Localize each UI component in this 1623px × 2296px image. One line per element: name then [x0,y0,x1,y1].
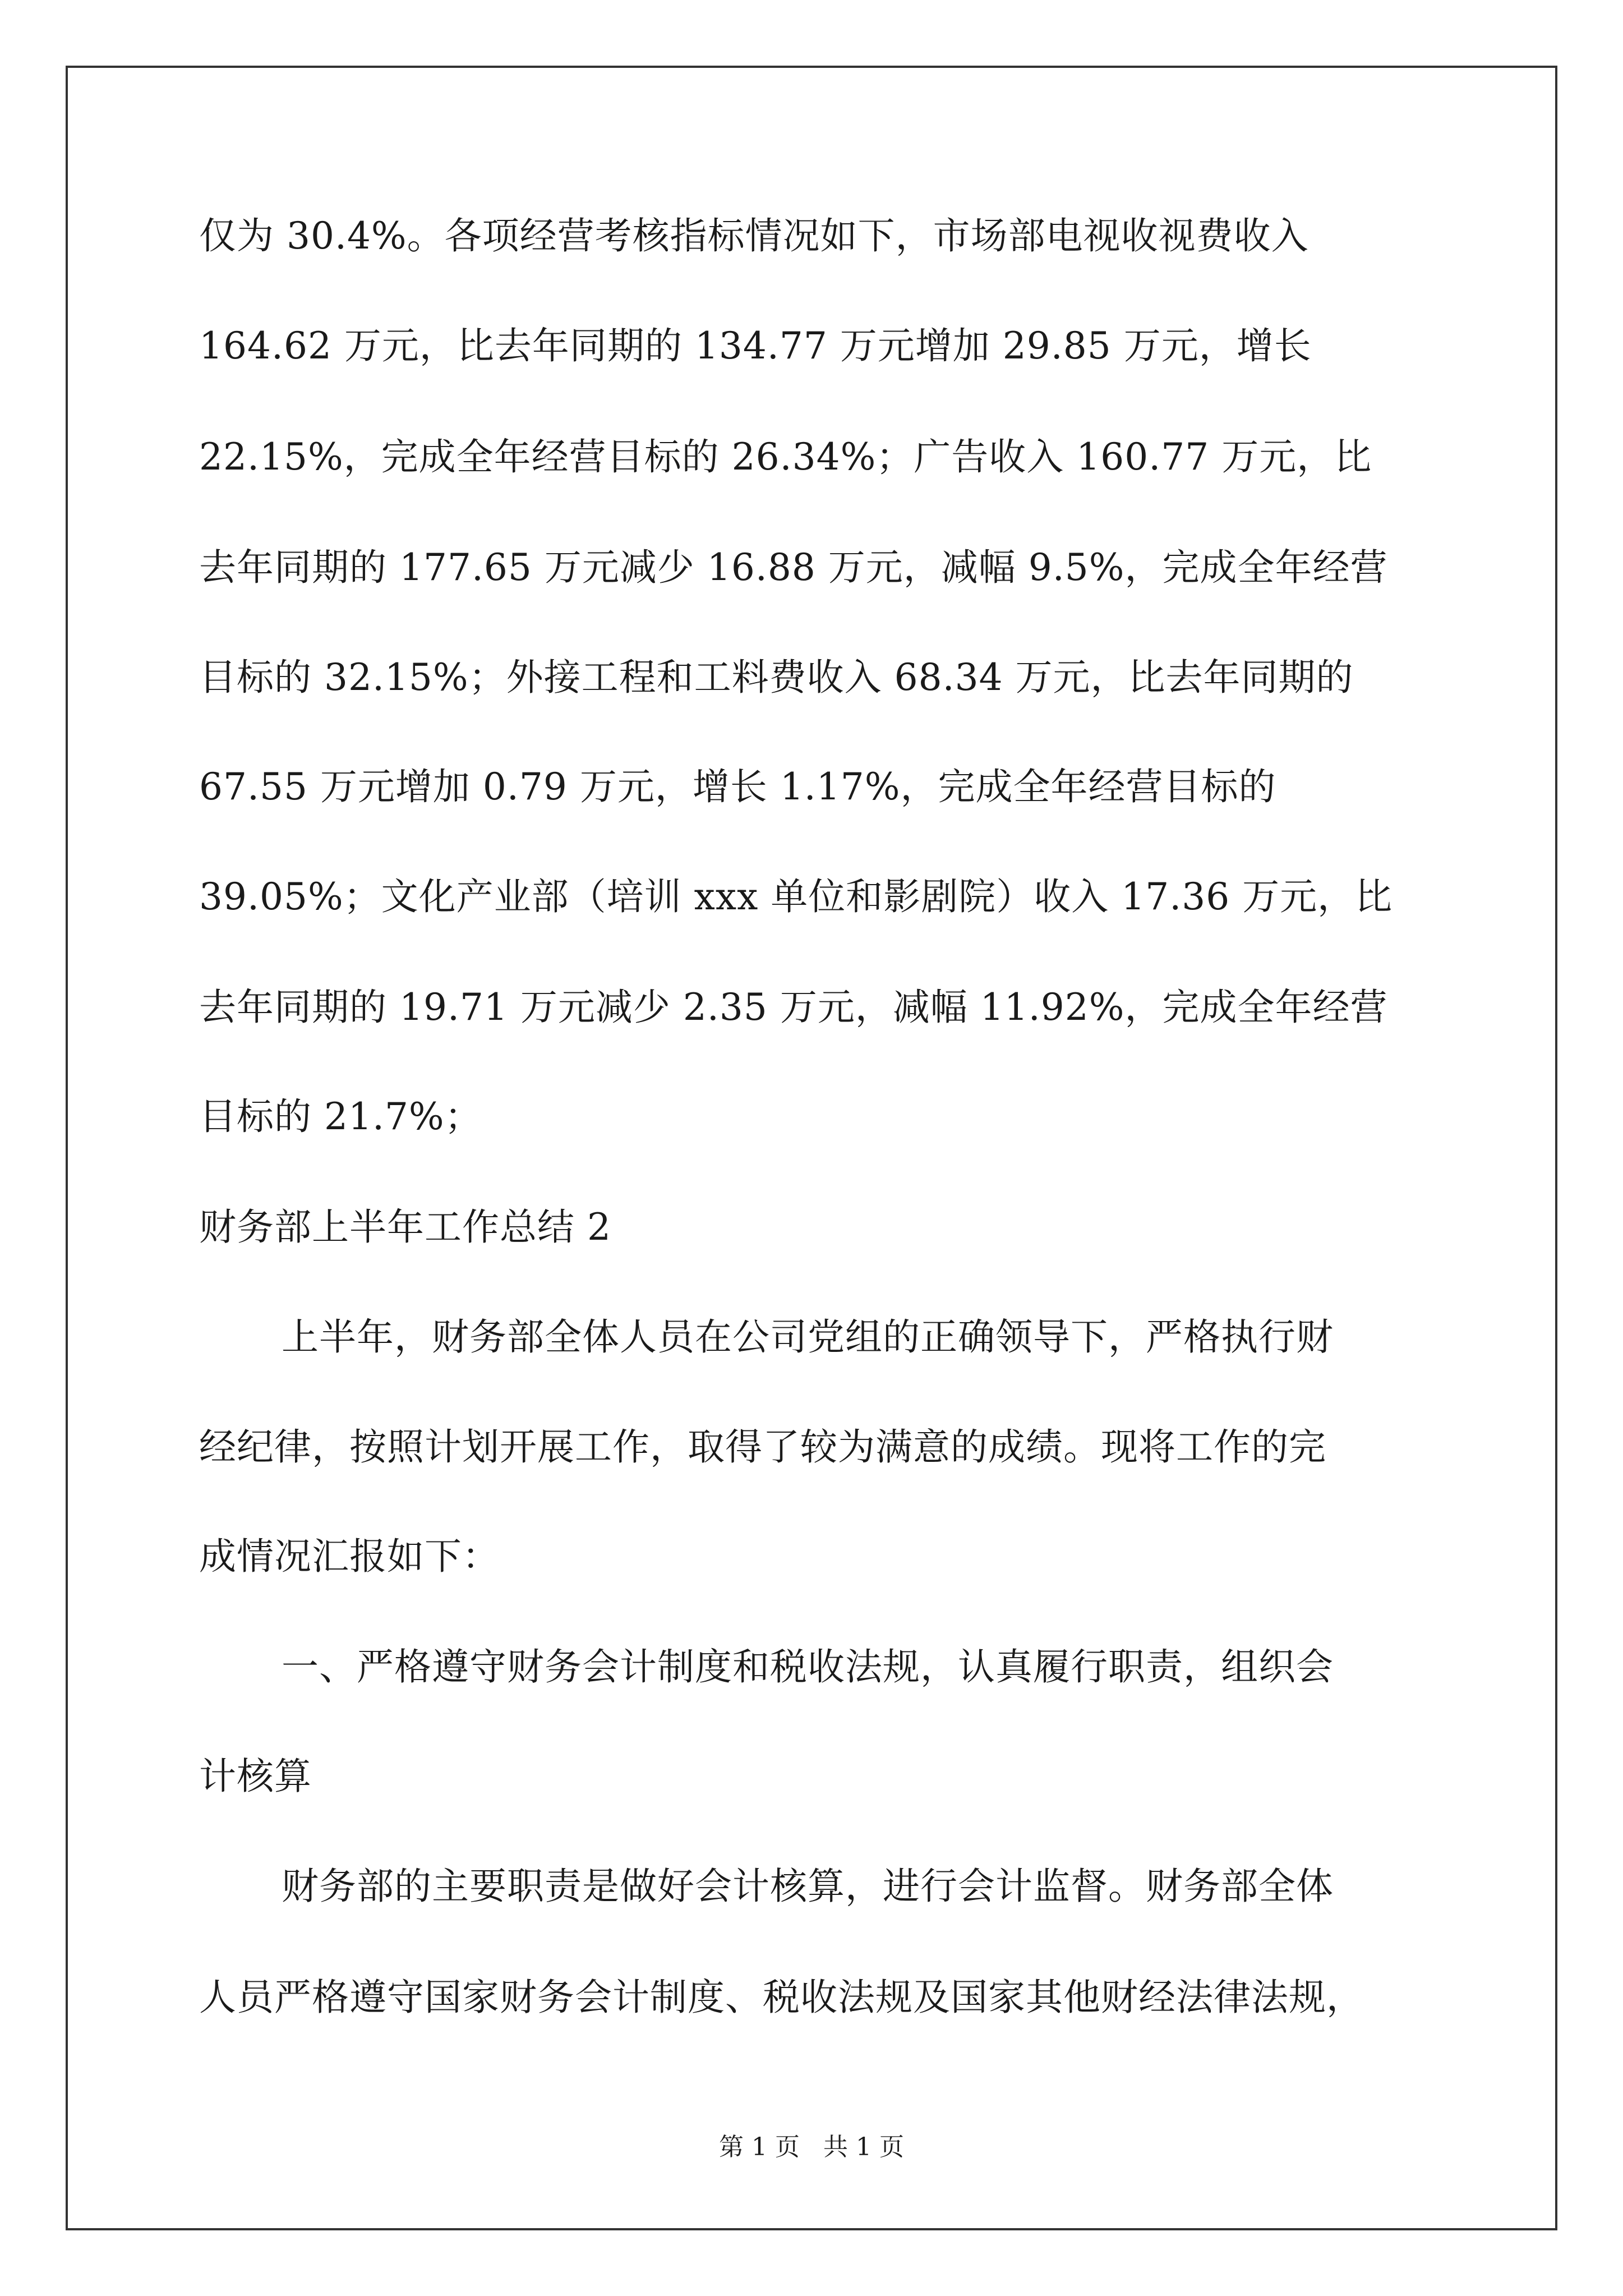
body-line: 财务部的主要职责是做好会计核算，进行会计监督。财务部全体 [282,1865,1334,1908]
subsection-heading: 一、严格遵守财务会计制度和税收法规，认真履行职责，组织会 [282,1645,1334,1688]
body-line: 164.62 万元，比去年同期的 134.77 万元增加 29.85 万元，增长 [199,324,1312,367]
body-line: 上半年，财务部全体人员在公司党组的正确领导下，严格执行财 [282,1315,1334,1359]
body-line: 67.55 万元增加 0.79 万元，增长 1.17%，完成全年经营目标的 [199,765,1276,808]
body-line: 人员严格遵守国家财务会计制度、税收法规及国家其他财经法律法规， [199,1976,1364,2019]
body-line: 成情况汇报如下： [199,1535,500,1578]
subsection-heading-cont: 计核算 [199,1755,312,1798]
body-line: 仅为 30.4%。各项经营考核指标情况如下，市场部电视收视费收入 [199,214,1309,257]
body-line: 经纪律，按照计划开展工作，取得了较为满意的成绩。现将工作的完 [199,1425,1326,1469]
body-line: 去年同期的 177.65 万元减少 16.88 万元，减幅 9.5%，完成全年经营 [199,546,1388,589]
body-line: 目标的 32.15%；外接工程和工料费收入 68.34 万元，比去年同期的 [199,656,1354,699]
body-line: 去年同期的 19.71 万元减少 2.35 万元，减幅 11.92%，完成全年经营 [199,986,1388,1029]
section-heading: 财务部上半年工作总结 2 [199,1205,611,1249]
body-line: 目标的 21.7%； [199,1095,482,1138]
page-number-footer: 第 1 页 共 1 页 [719,2133,904,2161]
body-line: 22.15%，完成全年经营目标的 26.34%；广告收入 160.77 万元，比 [199,435,1372,478]
body-line: 39.05%；文化产业部（培训 xxx 单位和影剧院）收入 17.36 万元，比 [199,875,1393,918]
